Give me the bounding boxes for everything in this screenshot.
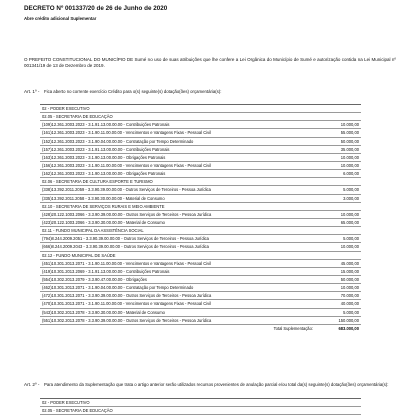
article-2-label: Art. 2º -: [24, 382, 40, 387]
decree-subtitle: Abre crédito adicional Suplementar: [24, 16, 97, 21]
row-description: (162)12.361.2003.2023 - 3.1.90.13.00.00.00 - Obrigações Patronais: [42, 171, 166, 177]
article-2-text: Para atendimento da Suplementação que trata o artigo anterior serão utilizados recursos provenientes de anulação parcial e/ou total da(s) seguinte(s) dotação(ões) orçamentária(s):: [44, 382, 389, 387]
row-description: 02.11 - FUNDO MUNICIPAL DA ASSISTÊNCIA SOCIAL: [42, 228, 144, 234]
row-amount: 65.000,00: [340, 219, 359, 225]
table-row: [40, 227, 361, 235]
row-amount: 3.000,00: [343, 195, 359, 201]
row-description: (551)10.302.2013.2078 - 3.3.90.39.00.00.00 - Outros Serviços de Terceiros - Pessoa Jurídica: [42, 317, 212, 323]
row-description: (470)10.301.2013.2071 - 3.1.90.11.00.00.00 - Vencimentos e Vantagens Fixas - Pessoal Civil: [42, 301, 211, 307]
table-row: [40, 219, 361, 227]
row-description: (428)20.122.1003.2066 - 3.3.90.39.00.00.00 - Outros Serviços de Terceiros - Pessoa Jurídica: [42, 211, 212, 217]
row-description: (109)12.361.2003.2023 - 3.1.91.13.00.00.00 - Contribuições Patronais: [42, 122, 170, 128]
row-amount: 10.000,00: [340, 154, 359, 160]
table-row: [40, 113, 361, 121]
row-description: 02 - PODER EXECUTIVO: [42, 106, 90, 111]
table-row: [40, 146, 361, 154]
table-row: [40, 252, 361, 260]
table-row: [40, 211, 361, 219]
decree-preamble: O PREFEITO CONSTITUCIONAL DO MUNICÍPIO DE Sumé no uso de suas atribuições que lhe confere a Lei Orgânica do Município de Sumé e autorização contida na Lei Municipal nº 001341/19 de 13 de Dezembro de 2019.: [24, 57, 396, 68]
table-row: [40, 268, 361, 276]
row-description: (156)12.361.2003.2023 - 3.1.90.11.00.00.00 - Vencimentos e Vantagens Fixas - Pessoal Civil: [42, 162, 211, 168]
table-row: [40, 138, 361, 146]
row-description: 02.10 - SECRETARIA DE SERVIÇOS RURAIS E MEIO AMBIENTE: [42, 203, 165, 209]
row-description: (338)13.392.2011.2059 - 3.3.90.39.00.00.00 - Outros Serviços de Terceiros - Pessoa Jurídica: [42, 187, 211, 193]
row-description: (419)10.301.2013.2069 - 3.1.91.13.00.00.00 - Contribuições Patronais: [42, 268, 170, 274]
row-amount: 35.000,00: [340, 146, 359, 152]
table-row: [40, 129, 361, 137]
decree-title: DECRETO Nº 001337/20 de 26 de Junho de 2020: [24, 5, 168, 12]
table-row: [40, 105, 361, 113]
row-amount: 50.000,00: [340, 138, 359, 144]
row-description: (451)10.301.2013.2071 - 3.1.90.11.00.00.00 - Vencimentos e Vantagens Fixas - Pessoal Civil: [42, 260, 211, 266]
row-amount: 10.000,00: [340, 122, 359, 128]
row-description: (423)20.122.1003.2066 - 3.3.90.30.00.00.00 - Material de Consumo: [42, 219, 165, 225]
row-description: (472)10.301.2013.2071 - 3.3.90.39.00.00.00 - Outros Serviços de Terceiros - Pessoa Jurídica: [42, 293, 212, 299]
table-row: [40, 178, 361, 186]
table-row: [40, 260, 361, 268]
table-row: [40, 195, 361, 203]
table-row: [40, 162, 361, 170]
total-label: Total Suplementação:: [273, 325, 313, 331]
table-row: [40, 284, 361, 292]
row-description: 02.06 - SECRETARIA DE CULTURA ESPORTE E TURISMO: [42, 179, 153, 185]
row-amount: 5.000,00: [343, 236, 359, 242]
row-amount: 150.000,00: [338, 317, 359, 323]
table-row: [40, 186, 361, 194]
row-amount: 5.000,00: [343, 187, 359, 193]
appropriations-table: [40, 104, 361, 333]
row-description: 02.05 - SECRETARIA DE EDUCAÇÃO: [42, 408, 113, 414]
row-amount: 70.000,00: [340, 293, 359, 299]
table-row: [40, 243, 361, 251]
table-row: [40, 399, 361, 407]
article-1-text: Fica aberto no corrente exercício Crédito para o(s) seguinte(s) dotação(ões) orçamentária(s):: [44, 89, 222, 94]
row-description: (335)13.392.2011.2058 - 3.3.90.30.00.00.00 - Material de Consumo: [42, 195, 165, 201]
row-amount: 10.000,00: [340, 162, 359, 168]
total-amount: 683.000,00: [338, 325, 359, 331]
row-amount: 40.000,00: [340, 301, 359, 307]
table-row: [40, 300, 361, 308]
row-amount: 10.000,00: [340, 211, 359, 217]
table-row: [40, 235, 361, 243]
table-row: [40, 292, 361, 300]
row-amount: 45.000,00: [340, 260, 359, 266]
row-description: (543)10.302.2013.2078 - 3.3.90.30.00.00.00 - Material de Consumo: [42, 309, 165, 315]
row-amount: 10.000,00: [340, 244, 359, 250]
row-description: (161)12.361.2003.2023 - 3.1.90.11.00.00.00 - Vencimentos e Vantagens Fixas - Pessoal Civil: [42, 130, 211, 136]
table-row: [40, 309, 361, 317]
table-row: [40, 317, 361, 325]
row-amount: 5.000,00: [343, 309, 359, 315]
row-amount: 6.000,00: [343, 171, 359, 177]
row-description: (157)12.361.2003.2023 - 3.1.91.13.00.00.00 - Contribuições Patronais: [42, 146, 170, 152]
article-1-label: Art. 1º -: [24, 89, 40, 94]
row-description: 02.05 - SECRETARIA DE EDUCAÇÃO: [42, 114, 113, 120]
row-amount: 10.000,00: [340, 285, 359, 291]
table-row: [40, 170, 361, 178]
row-description: 02.12 - FUNDO MUNICIPAL DE SAÚDE: [42, 252, 116, 258]
table-row: [40, 407, 361, 415]
row-amount: 50.000,00: [340, 276, 359, 282]
row-amount: 55.000,00: [340, 130, 359, 136]
row-description: (794)8.244.2009.2051 - 3.3.90.39.00.00.00 - Outros Serviços de Terceiros - Pessoa Jurídica: [42, 236, 209, 242]
annulment-table: [40, 398, 361, 415]
row-description: 02 - PODER EXECUTIVO: [42, 400, 90, 405]
table-row: [40, 154, 361, 162]
row-amount: 15.000,00: [340, 268, 359, 274]
row-description: (666)8.244.2009.2043 - 3.3.90.39.00.00.00 - Outros Serviços de Terceiros - Pessoa Jurídica: [42, 244, 209, 250]
table-row: [40, 203, 361, 211]
total-row: [40, 325, 361, 333]
row-description: (163)12.361.2003.2023 - 3.1.90.13.00.00.00 - Obrigações Patronais: [42, 154, 166, 160]
row-description: (152)12.361.2003.2023 - 3.1.90.04.00.00.00 - Contratação por Tempo Determinado: [42, 138, 194, 144]
table-row: [40, 276, 361, 284]
table-row: [40, 121, 361, 129]
row-description: (554)10.302.2013.2079 - 3.3.90.47.00.00.00 - Obrigações: [42, 276, 147, 282]
row-description: (462)10.301.2013.2071 - 3.1.90.04.00.00.00 - Contratação por Tempo Determinado: [42, 285, 194, 291]
